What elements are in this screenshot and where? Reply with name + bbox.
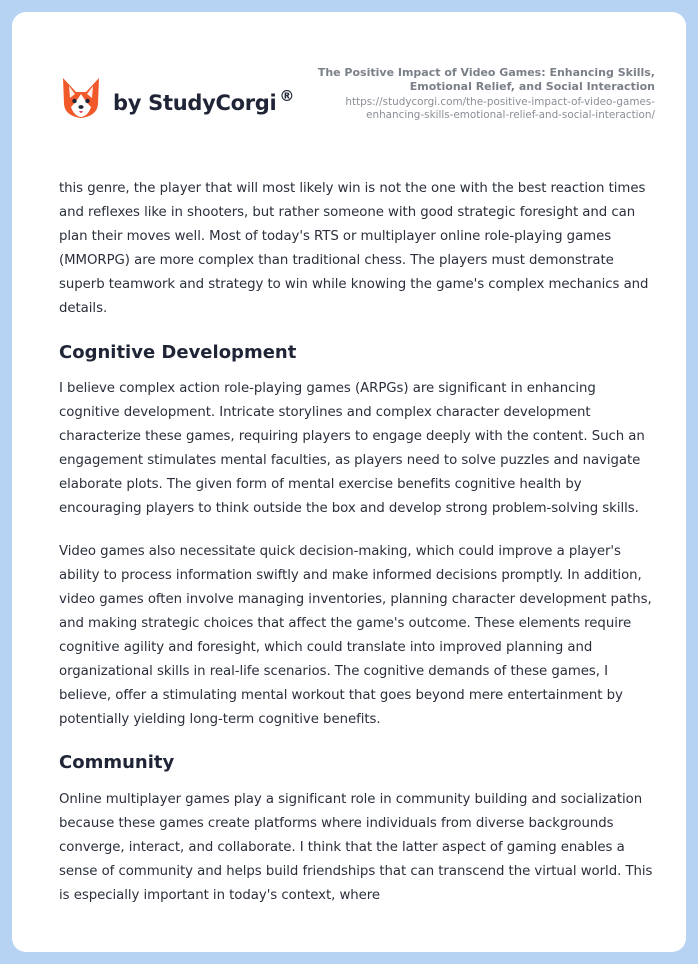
document-title: The Positive Impact of Video Games: Enhancing Skills, Emotional Relief, and Social Interaction	[317, 66, 655, 93]
community-paragraph-1: Online multiplayer games play a significant role in community building and socialization because these games create platforms where individuals from diverse backgrounds converge, interact, and collaborate. I think that the latter aspect of gaming enables a sense of community and helps build friendships that can transcend the virtual world. This is especially important in today's context, where	[59, 792, 653, 903]
article-body	[59, 177, 659, 908]
intro-paragraph: this genre, the player that will most likely win is not the one with the best reaction times and reflexes like in shooters, but rather someone with good strategic foresight and can plan their moves well. Most of today's RTS or multiplayer online role-playing games (MMORPG) are more complex than traditional chess. The players must demonstrate superb teamwork and strategy to win while knowing the game's complex mechanics and details.	[59, 181, 649, 316]
cognitive-paragraph-1: I believe complex action role-playing games (ARPGs) are significant in enhancing cognitive development. Intricate storylines and complex character development characterize these games, requiring players to engage deeply with the content. Such an engagement stimulates mental faculties, as players need to solve puzzles and navigate elaborate plots. The given form of mental exercise benefits cognitive health by encouraging players to think outside the box and develop strong problem-solving skills.	[59, 381, 645, 516]
section-heading-community: Community	[59, 752, 175, 773]
registered-mark: ®	[279, 87, 295, 105]
section-heading-cognitive-development: Cognitive Development	[59, 342, 297, 363]
logo-text	[113, 87, 294, 115]
document-meta	[305, 66, 655, 122]
cognitive-paragraph-2: Video games also necessitate quick decision-making, which could improve a player's ability to process information swiftly and make informed decisions promptly. In addition, video games often involve managing inventories, planning character development paths, and making strategic choices that affect the game's outcome. These elements require cognitive agility and foresight, which could translate into improved planning and organizational skills in real-life scenarios. The cognitive demands of these games, I believe, offer a stimulating mental workout that goes beyond mere entertainment by potentially yielding long-term cognitive benefits.	[59, 544, 652, 727]
logo-name: by StudyCorgi	[113, 91, 277, 115]
page-card	[12, 12, 686, 952]
corgi-logo-icon	[61, 76, 101, 120]
document-url[interactable]: https://studycorgi.com/the-positive-impact-of-video-games-enhancing-skills-emotional-relief-and-social-interaction/	[345, 96, 655, 121]
studycorgi-logo[interactable]	[61, 76, 294, 120]
page-header	[12, 12, 686, 152]
